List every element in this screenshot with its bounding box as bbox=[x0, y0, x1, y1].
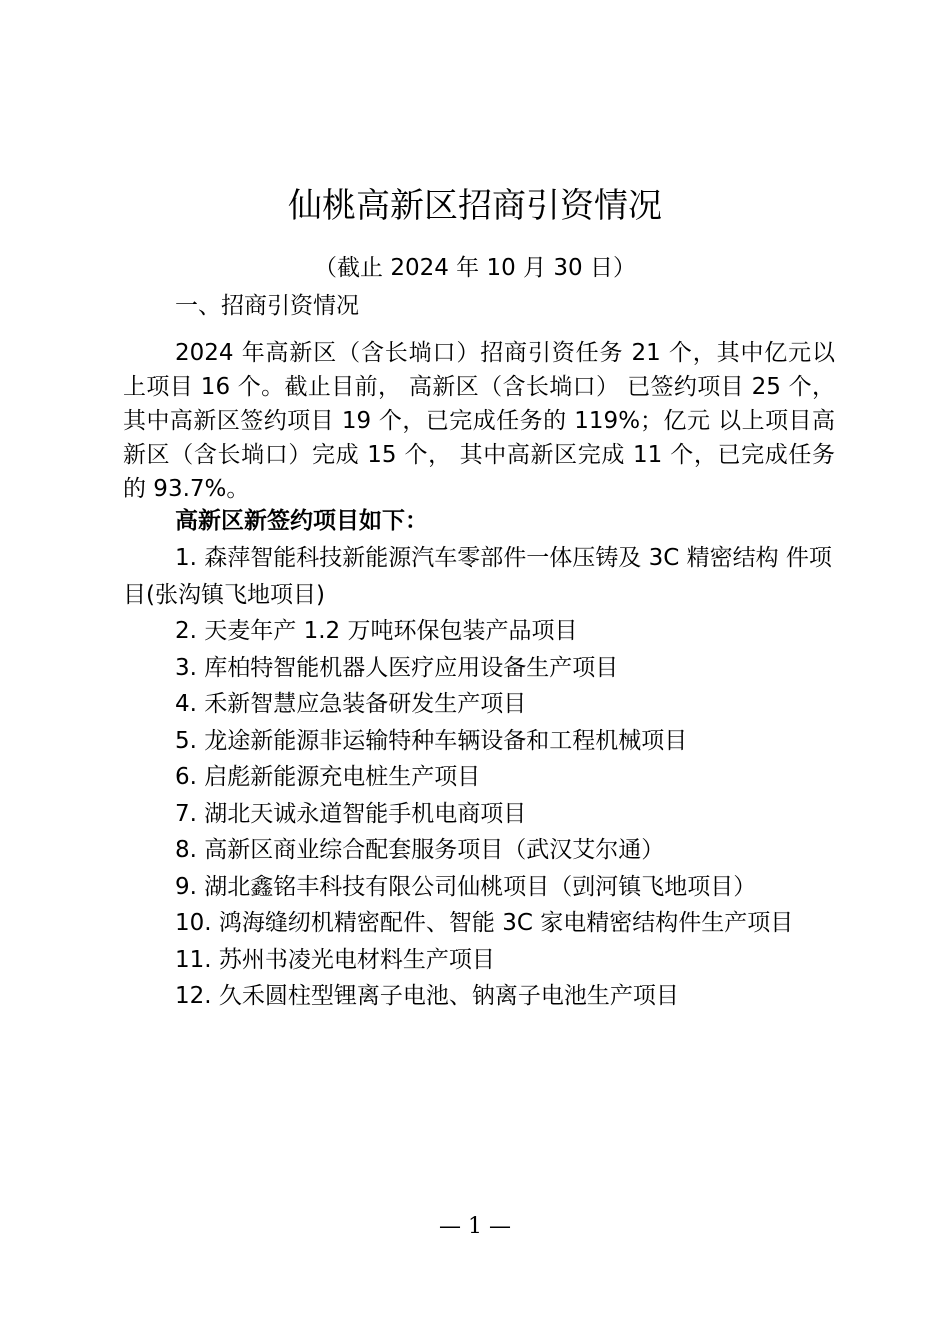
list-item: 3. 库柏特智能机器人医疗应用设备生产项目 bbox=[175, 654, 619, 681]
list-item: 1. 森萍智能科技新能源汽车零部件一体压铸及 3C 精密结构 件项目(张沟镇飞地项目) bbox=[123, 545, 832, 608]
summary-paragraph: 2024 年高新区（含长埫口）招商引资任务 21 个，其中亿元以上项目 16 个。截止目前， 高新区（含长埫口） 已签约项目 25 个，其中高新区签约项目 19 个，已完成任务的 119%；亿元 以上项目高新区（含长埫口）完成 15 个， 其中高新区完成 11 个，已完成任务的 93.7%。 bbox=[123, 340, 835, 502]
list-item: 9. 湖北鑫铭丰科技有限公司仙桃项目（剅河镇飞地项目） bbox=[175, 873, 757, 900]
page-number: — 1 — bbox=[439, 1214, 511, 1239]
section-heading: 一、招商引资情况 bbox=[175, 293, 359, 319]
list-item: 5. 龙途新能源非运输特种车辆设备和工程机械项目 bbox=[175, 727, 688, 754]
list-item: 2. 天麦年产 1.2 万吨环保包装产品项目 bbox=[175, 618, 578, 644]
list-item: 11. 苏州书凌光电材料生产项目 bbox=[175, 946, 495, 973]
list-item: 4. 禾新智慧应急装备研发生产项目 bbox=[175, 691, 527, 717]
list-item: 12. 久禾圆柱型锂离子电池、钠离子电池生产项目 bbox=[175, 983, 679, 1009]
page-title: 仙桃高新区招商引资情况 bbox=[288, 186, 662, 226]
date-subtitle: （截止 2024 年 10 月 30 日） bbox=[314, 255, 636, 281]
list-item: 6. 启彪新能源充电桩生产项目 bbox=[175, 764, 481, 790]
project-list-heading: 高新区新签约项目如下： bbox=[175, 508, 428, 534]
list-item: 7. 湖北天诚永道智能手机电商项目 bbox=[175, 800, 527, 827]
list-item: 8. 高新区商业综合配套服务项目（武汉艾尔通） bbox=[175, 837, 665, 863]
list-item: 10. 鸿海缝纫机精密配件、智能 3C 家电精密结构件生产项目 bbox=[175, 910, 794, 936]
project-list bbox=[123, 540, 835, 1015]
